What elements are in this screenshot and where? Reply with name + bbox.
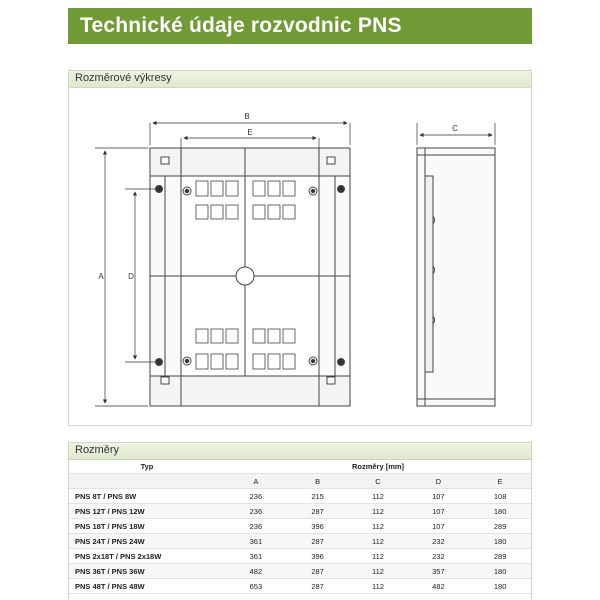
type-cell: PNS 48T / PNS 48W (69, 579, 225, 594)
dim-label-b: B (244, 112, 250, 121)
col-header-c: C (348, 474, 407, 489)
type-header: Typ (69, 459, 225, 474)
value-cell: 180 (469, 534, 531, 549)
value-cell: 107 (408, 519, 470, 534)
dim-label-c: C (452, 124, 458, 133)
type-cell: PNS 24T / PNS 24W (69, 534, 225, 549)
value-cell: 180 (469, 579, 531, 594)
table-header-row (69, 459, 531, 474)
table-row (69, 564, 531, 579)
page-title: Technické údaje rozvodnic PNS (80, 14, 402, 37)
table-row (69, 549, 531, 564)
value-cell: 112 (348, 519, 407, 534)
value-cell: 287 (287, 564, 349, 579)
value-cell: 396 (287, 549, 349, 564)
value-cell: 112 (348, 504, 407, 519)
dimension-drawing (69, 71, 531, 425)
value-cell: 107 (408, 504, 470, 519)
value-cell: 108 (469, 489, 531, 504)
dim-label-a: A (98, 272, 104, 281)
value-cell: 236 (225, 504, 287, 519)
value-cell: 180 (469, 504, 531, 519)
dims-header: Rozměry [mm] (225, 459, 531, 474)
value-cell: 357 (408, 564, 470, 579)
value-cell: 287 (287, 504, 349, 519)
sizes-section (68, 442, 532, 600)
side-view (417, 148, 495, 406)
value-cell: 232 (408, 534, 470, 549)
value-cell: 112 (348, 564, 407, 579)
value-cell: 180 (469, 564, 531, 579)
sizes-section-title: Rozměry (75, 444, 120, 456)
table-row (69, 504, 531, 519)
type-cell: PNS 12T / PNS 12W (69, 504, 225, 519)
drawings-section-title: Rozměrové výkresy (75, 72, 172, 84)
value-cell: 215 (287, 489, 349, 504)
value-cell: 289 (469, 549, 531, 564)
title-bar (68, 8, 532, 44)
table-row (69, 579, 531, 594)
value-cell: 482 (225, 564, 287, 579)
dim-label-d: D (128, 272, 134, 281)
table-row (69, 489, 531, 504)
value-cell: 112 (348, 549, 407, 564)
dimensions-table (69, 459, 531, 594)
col-header-a: A (225, 474, 287, 489)
table-row (69, 519, 531, 534)
type-cell: PNS 2x18T / PNS 2x18W (69, 549, 225, 564)
value-cell: 289 (469, 519, 531, 534)
type-cell: PNS 36T / PNS 36W (69, 564, 225, 579)
sizes-section-header (69, 443, 531, 460)
value-cell: 361 (225, 534, 287, 549)
drawings-section (68, 70, 532, 426)
value-cell: 396 (287, 519, 349, 534)
value-cell: 236 (225, 489, 287, 504)
dim-label-e: E (247, 128, 253, 137)
value-cell: 361 (225, 549, 287, 564)
value-cell: 112 (348, 579, 407, 594)
value-cell: 287 (287, 534, 349, 549)
type-cell: PNS 8T / PNS 8W (69, 489, 225, 504)
value-cell: 653 (225, 579, 287, 594)
value-cell: 107 (408, 489, 470, 504)
value-cell: 287 (287, 579, 349, 594)
value-cell: 236 (225, 519, 287, 534)
empty-header-cell (69, 474, 225, 489)
value-cell: 112 (348, 534, 407, 549)
value-cell: 482 (408, 579, 470, 594)
col-header-e: E (469, 474, 531, 489)
col-header-d: D (408, 474, 470, 489)
value-cell: 232 (408, 549, 470, 564)
type-cell: PNS 18T / PNS 18W (69, 519, 225, 534)
col-header-b: B (287, 474, 349, 489)
value-cell: 112 (348, 489, 407, 504)
front-view (150, 148, 350, 406)
table-row (69, 534, 531, 549)
table-subheader-row (69, 474, 531, 489)
